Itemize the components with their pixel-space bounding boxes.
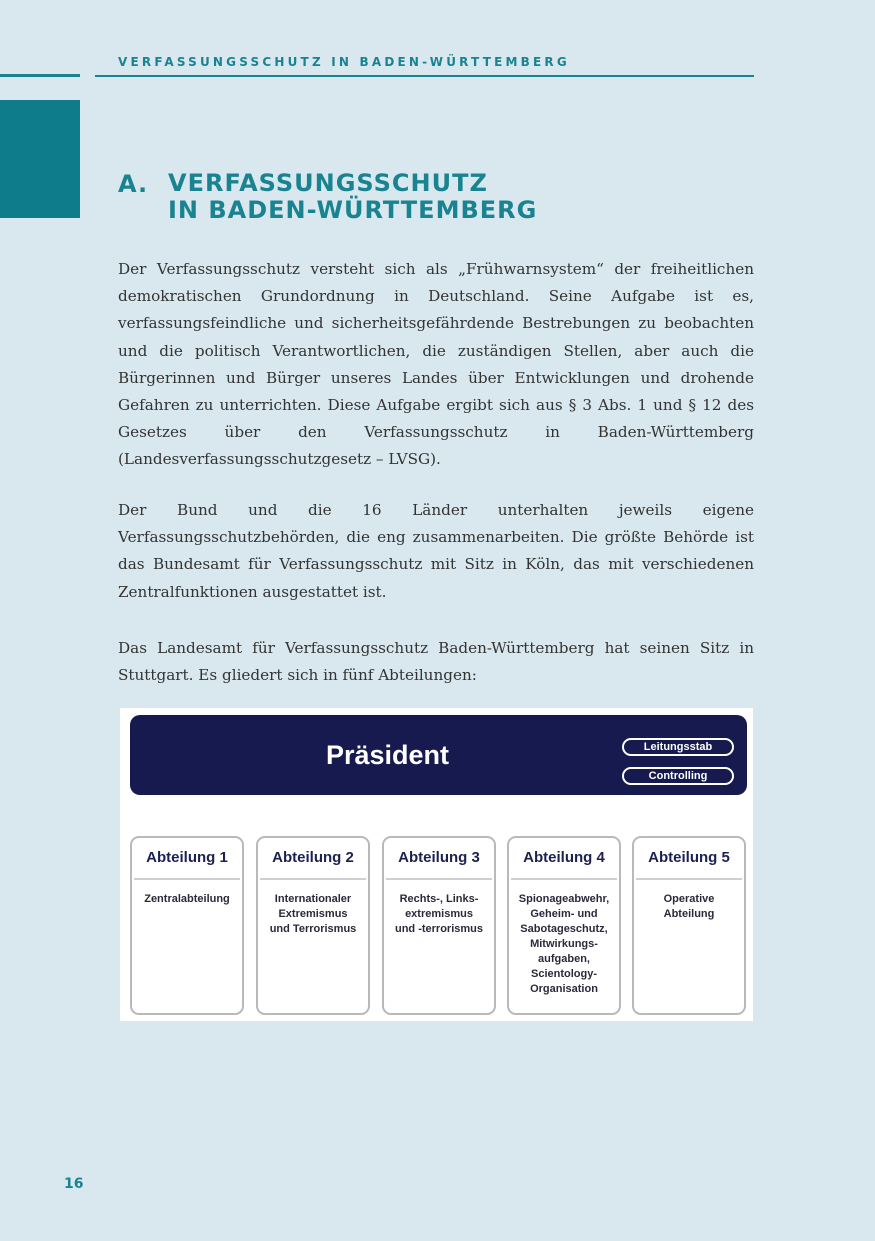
department-description-line: Extremismus (278, 908, 348, 920)
department-description-line: Sabotageschutz, (520, 923, 608, 935)
department-box (507, 836, 621, 1015)
department-description-line: Geheim- und (530, 908, 598, 920)
department-name: Abteilung 2 (272, 849, 354, 866)
department-name: Abteilung 5 (648, 849, 730, 866)
president-title: Präsident (325, 740, 450, 770)
department-description-line: Internationaler (274, 893, 352, 905)
chapter-title (168, 170, 537, 224)
department-description-line: extremismus (405, 908, 473, 920)
org-chart (120, 708, 753, 1021)
chapter-title-line: IN BADEN-WÜRTTEMBERG (168, 196, 538, 224)
department-description-line: Scientology- (530, 968, 597, 980)
department-description-line: Abteilung (663, 908, 715, 920)
header-rule (95, 75, 754, 77)
department-description-line: Organisation (530, 983, 598, 995)
department-box (130, 836, 244, 1015)
header-rule-left (0, 74, 80, 77)
department-description-line: aufgaben, (538, 953, 590, 965)
department-name: Abteilung 1 (146, 849, 228, 866)
department-description-line: Mitwirkungs- (530, 938, 598, 950)
body-paragraph: Der Verfassungsschutz versteht sich als „Frühwarnsystem“ der freiheitlichen demokratischen Grundordnung in Deutschland. Seine Aufgabe ist es, verfassungsfeindliche und sicherheitsgefährdende Bestrebungen zu beobachten und die politisch Verantwortlichen, die zuständigen Stellen, aber auch die Bürgerinnen und Bürger unseres Landes über Entwicklungen und drohende Gefahren zu unterrichten. Diese Aufgabe ergibt sich aus § 3 Abs. 1 und § 12 des Gesetzes über den Verfassungsschutz in Baden-Württemberg (Landesverfassungsschutzgesetz – LVSG). (118, 260, 754, 469)
department-description-line: Zentralabteilung (144, 893, 230, 905)
chapter-letter: A. (118, 170, 149, 198)
body-paragraph: Der Bund und die 16 Länder unterhalten jeweils eigene Verfassungsschutzbehörden, die eng zusammenarbeiten. Die größte Behörde ist das Bundesamt für Verfassungsschutz mit Sitz in Köln, das mit verschiedenen Zentralfunktionen ausgestattet ist. (118, 501, 754, 601)
department-description (634, 880, 744, 922)
department-description (258, 880, 368, 937)
department-name: Abteilung 3 (398, 849, 480, 866)
department-description-line: Operative (663, 893, 715, 905)
chapter-title-line: VERFASSUNGSSCHUTZ (168, 169, 488, 197)
department-description (384, 880, 494, 937)
president-box (130, 715, 747, 795)
staff-unit-controlling: Controlling (622, 767, 734, 785)
department-description-line: Spionageabwehr, (518, 893, 610, 905)
department-box (382, 836, 496, 1015)
department-description (132, 880, 242, 907)
department-description-line: und Terrorismus (269, 923, 357, 935)
department-description-line: und -terrorismus (394, 923, 483, 935)
staff-unit-leitungsstab: Leitungsstab (622, 738, 734, 756)
department-description (509, 880, 619, 997)
running-title: VERFASSUNGSSCHUTZ IN BADEN-WÜRTTEMBERG (118, 55, 570, 69)
department-description-line: Rechts-, Links- (399, 893, 479, 905)
body-paragraph: Das Landesamt für Verfassungsschutz Baden-Württemberg hat seinen Sitz in Stuttgart. Es gliedert sich in fünf Abteilungen: (118, 639, 754, 685)
page-number: 16 (64, 1176, 84, 1192)
department-box (632, 836, 746, 1015)
department-box (256, 836, 370, 1015)
department-name: Abteilung 4 (523, 849, 605, 866)
chapter-marker-block (0, 100, 80, 218)
